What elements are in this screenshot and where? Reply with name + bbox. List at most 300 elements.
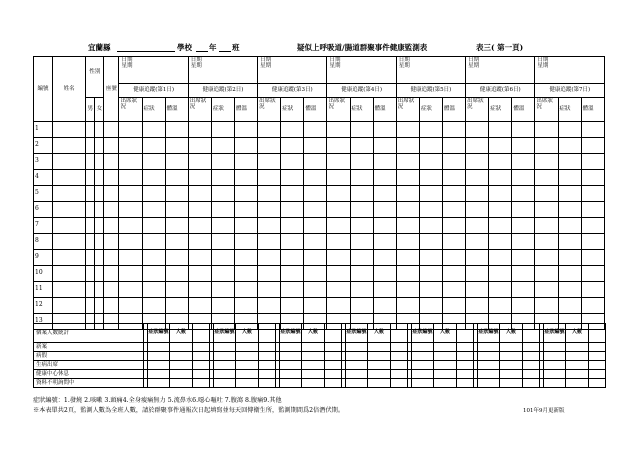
entry-cell[interactable] xyxy=(489,298,512,314)
entry-cell[interactable] xyxy=(442,282,465,298)
summary-entry-cell[interactable] xyxy=(544,343,566,352)
summary-entry-cell[interactable] xyxy=(325,343,342,352)
entry-cell[interactable] xyxy=(304,122,327,138)
entry-cell[interactable] xyxy=(188,154,211,170)
entry-cell[interactable] xyxy=(281,218,304,234)
summary-entry-cell[interactable] xyxy=(523,370,540,379)
summary-entry-cell[interactable] xyxy=(589,370,606,379)
day-2-date-cell[interactable] xyxy=(188,57,257,84)
entry-cell[interactable] xyxy=(142,202,165,218)
entry-cell[interactable] xyxy=(512,170,535,186)
entry-cell[interactable] xyxy=(442,202,465,218)
entry-cell[interactable] xyxy=(373,154,396,170)
entry-cell[interactable] xyxy=(211,298,234,314)
entry-cell[interactable] xyxy=(235,218,258,234)
entry-cell[interactable] xyxy=(512,234,535,250)
entry-cell[interactable] xyxy=(304,218,327,234)
summary-entry-cell[interactable] xyxy=(236,370,259,379)
summary-entry-cell[interactable] xyxy=(346,361,368,370)
entry-cell[interactable] xyxy=(142,154,165,170)
entry-cell[interactable] xyxy=(281,154,304,170)
entry-cell[interactable] xyxy=(442,250,465,266)
entry-cell[interactable] xyxy=(396,122,419,138)
summary-entry-cell[interactable] xyxy=(391,370,408,379)
summary-entry-cell[interactable] xyxy=(170,370,193,379)
entry-cell[interactable] xyxy=(350,266,373,282)
summary-entry-cell[interactable] xyxy=(280,379,302,388)
entry-cell[interactable] xyxy=(95,234,104,250)
entry-cell[interactable] xyxy=(104,170,119,186)
entry-cell[interactable] xyxy=(581,298,604,314)
summary-entry-cell[interactable] xyxy=(589,352,606,361)
summary-entry-cell[interactable] xyxy=(523,352,540,361)
entry-cell[interactable] xyxy=(258,186,281,202)
entry-cell[interactable] xyxy=(86,266,95,282)
entry-cell[interactable] xyxy=(489,170,512,186)
entry-cell[interactable] xyxy=(304,202,327,218)
entry-cell[interactable] xyxy=(86,170,95,186)
entry-cell[interactable] xyxy=(535,298,558,314)
summary-entry-cell[interactable] xyxy=(457,370,474,379)
entry-cell[interactable] xyxy=(558,282,581,298)
entry-cell[interactable] xyxy=(235,170,258,186)
entry-cell[interactable] xyxy=(466,170,489,186)
entry-cell[interactable] xyxy=(142,298,165,314)
entry-cell[interactable] xyxy=(165,266,188,282)
entry-cell[interactable] xyxy=(119,282,142,298)
entry-cell[interactable] xyxy=(188,234,211,250)
entry-cell[interactable] xyxy=(53,138,86,154)
entry-cell[interactable] xyxy=(396,250,419,266)
entry-cell[interactable] xyxy=(373,266,396,282)
entry-cell[interactable] xyxy=(104,266,119,282)
entry-cell[interactable] xyxy=(512,202,535,218)
entry-cell[interactable] xyxy=(442,138,465,154)
entry-cell[interactable] xyxy=(581,170,604,186)
entry-cell[interactable] xyxy=(489,282,512,298)
summary-entry-cell[interactable] xyxy=(391,324,408,343)
summary-entry-cell[interactable] xyxy=(193,370,210,379)
summary-entry-cell[interactable] xyxy=(457,361,474,370)
summary-entry-cell[interactable] xyxy=(302,370,325,379)
summary-entry-cell[interactable] xyxy=(478,379,500,388)
entry-cell[interactable] xyxy=(53,122,86,138)
summary-entry-cell[interactable] xyxy=(214,343,236,352)
entry-cell[interactable] xyxy=(188,122,211,138)
entry-cell[interactable] xyxy=(235,202,258,218)
entry-cell[interactable] xyxy=(327,202,350,218)
entry-cell[interactable] xyxy=(304,170,327,186)
summary-entry-cell[interactable] xyxy=(412,370,434,379)
entry-cell[interactable] xyxy=(535,250,558,266)
summary-entry-cell[interactable] xyxy=(280,352,302,361)
entry-cell[interactable] xyxy=(535,170,558,186)
entry-cell[interactable] xyxy=(86,234,95,250)
summary-entry-cell[interactable] xyxy=(478,352,500,361)
entry-cell[interactable] xyxy=(396,202,419,218)
entry-cell[interactable] xyxy=(235,234,258,250)
entry-cell[interactable] xyxy=(535,186,558,202)
entry-cell[interactable] xyxy=(258,298,281,314)
entry-cell[interactable] xyxy=(188,202,211,218)
entry-cell[interactable] xyxy=(258,202,281,218)
entry-cell[interactable] xyxy=(119,234,142,250)
entry-cell[interactable] xyxy=(396,138,419,154)
summary-entry-cell[interactable] xyxy=(589,361,606,370)
entry-cell[interactable] xyxy=(327,122,350,138)
summary-entry-cell[interactable] xyxy=(346,352,368,361)
entry-cell[interactable] xyxy=(119,298,142,314)
entry-cell[interactable] xyxy=(489,202,512,218)
summary-entry-cell[interactable] xyxy=(566,379,589,388)
entry-cell[interactable] xyxy=(419,282,442,298)
entry-cell[interactable] xyxy=(258,234,281,250)
entry-cell[interactable] xyxy=(142,250,165,266)
entry-cell[interactable] xyxy=(396,298,419,314)
summary-entry-cell[interactable] xyxy=(236,379,259,388)
entry-cell[interactable] xyxy=(581,282,604,298)
entry-cell[interactable] xyxy=(86,138,95,154)
summary-entry-cell[interactable] xyxy=(170,352,193,361)
entry-cell[interactable] xyxy=(165,282,188,298)
entry-cell[interactable] xyxy=(53,266,86,282)
summary-entry-cell[interactable] xyxy=(193,343,210,352)
summary-entry-cell[interactable] xyxy=(478,343,500,352)
entry-cell[interactable] xyxy=(281,266,304,282)
entry-cell[interactable] xyxy=(281,138,304,154)
entry-cell[interactable] xyxy=(558,218,581,234)
entry-cell[interactable] xyxy=(327,234,350,250)
entry-cell[interactable] xyxy=(512,154,535,170)
entry-cell[interactable] xyxy=(581,266,604,282)
entry-cell[interactable] xyxy=(466,266,489,282)
entry-cell[interactable] xyxy=(235,186,258,202)
entry-cell[interactable] xyxy=(396,170,419,186)
entry-cell[interactable] xyxy=(165,186,188,202)
summary-entry-cell[interactable] xyxy=(523,379,540,388)
entry-cell[interactable] xyxy=(86,122,95,138)
entry-cell[interactable] xyxy=(165,234,188,250)
entry-cell[interactable] xyxy=(373,122,396,138)
entry-cell[interactable] xyxy=(211,282,234,298)
entry-cell[interactable] xyxy=(188,298,211,314)
entry-cell[interactable] xyxy=(373,250,396,266)
summary-entry-cell[interactable] xyxy=(478,361,500,370)
entry-cell[interactable] xyxy=(581,186,604,202)
entry-cell[interactable] xyxy=(442,186,465,202)
entry-cell[interactable] xyxy=(188,282,211,298)
entry-cell[interactable] xyxy=(258,282,281,298)
entry-cell[interactable] xyxy=(188,266,211,282)
summary-entry-cell[interactable] xyxy=(523,324,540,343)
entry-cell[interactable] xyxy=(119,154,142,170)
entry-cell[interactable] xyxy=(304,186,327,202)
summary-entry-cell[interactable] xyxy=(523,361,540,370)
entry-cell[interactable] xyxy=(350,298,373,314)
entry-cell[interactable] xyxy=(188,138,211,154)
entry-cell[interactable] xyxy=(396,282,419,298)
summary-entry-cell[interactable] xyxy=(434,379,457,388)
entry-cell[interactable] xyxy=(211,218,234,234)
summary-entry-cell[interactable] xyxy=(566,361,589,370)
entry-cell[interactable] xyxy=(489,234,512,250)
summary-entry-cell[interactable] xyxy=(544,379,566,388)
summary-entry-cell[interactable] xyxy=(412,343,434,352)
entry-cell[interactable] xyxy=(86,250,95,266)
entry-cell[interactable] xyxy=(327,266,350,282)
summary-entry-cell[interactable] xyxy=(170,361,193,370)
summary-entry-cell[interactable] xyxy=(391,361,408,370)
summary-entry-cell[interactable] xyxy=(325,324,342,343)
entry-cell[interactable] xyxy=(373,298,396,314)
entry-cell[interactable] xyxy=(281,122,304,138)
entry-cell[interactable] xyxy=(350,218,373,234)
entry-cell[interactable] xyxy=(142,170,165,186)
entry-cell[interactable] xyxy=(419,186,442,202)
entry-cell[interactable] xyxy=(558,186,581,202)
entry-cell[interactable] xyxy=(304,250,327,266)
entry-cell[interactable] xyxy=(95,202,104,218)
entry-cell[interactable] xyxy=(104,202,119,218)
entry-cell[interactable] xyxy=(373,282,396,298)
entry-cell[interactable] xyxy=(373,186,396,202)
grade-blank[interactable] xyxy=(196,42,208,52)
entry-cell[interactable] xyxy=(142,218,165,234)
entry-cell[interactable] xyxy=(396,266,419,282)
entry-cell[interactable] xyxy=(512,250,535,266)
entry-cell[interactable] xyxy=(165,122,188,138)
entry-cell[interactable] xyxy=(258,266,281,282)
entry-cell[interactable] xyxy=(165,202,188,218)
entry-cell[interactable] xyxy=(235,122,258,138)
entry-cell[interactable] xyxy=(142,266,165,282)
summary-entry-cell[interactable] xyxy=(368,343,391,352)
entry-cell[interactable] xyxy=(558,154,581,170)
summary-entry-cell[interactable] xyxy=(259,361,276,370)
entry-cell[interactable] xyxy=(258,122,281,138)
entry-cell[interactable] xyxy=(304,154,327,170)
entry-cell[interactable] xyxy=(512,218,535,234)
summary-entry-cell[interactable] xyxy=(457,343,474,352)
summary-entry-cell[interactable] xyxy=(214,379,236,388)
entry-cell[interactable] xyxy=(489,138,512,154)
entry-cell[interactable] xyxy=(165,170,188,186)
entry-cell[interactable] xyxy=(489,154,512,170)
entry-cell[interactable] xyxy=(165,138,188,154)
entry-cell[interactable] xyxy=(119,202,142,218)
entry-cell[interactable] xyxy=(86,298,95,314)
entry-cell[interactable] xyxy=(104,234,119,250)
entry-cell[interactable] xyxy=(53,218,86,234)
entry-cell[interactable] xyxy=(258,218,281,234)
entry-cell[interactable] xyxy=(211,266,234,282)
county-blank[interactable] xyxy=(117,42,175,52)
summary-entry-cell[interactable] xyxy=(236,343,259,352)
entry-cell[interactable] xyxy=(419,298,442,314)
summary-entry-cell[interactable] xyxy=(368,370,391,379)
entry-cell[interactable] xyxy=(373,170,396,186)
entry-cell[interactable] xyxy=(466,282,489,298)
summary-entry-cell[interactable] xyxy=(544,370,566,379)
entry-cell[interactable] xyxy=(119,266,142,282)
entry-cell[interactable] xyxy=(535,218,558,234)
entry-cell[interactable] xyxy=(104,154,119,170)
entry-cell[interactable] xyxy=(165,298,188,314)
entry-cell[interactable] xyxy=(327,154,350,170)
entry-cell[interactable] xyxy=(95,170,104,186)
entry-cell[interactable] xyxy=(142,234,165,250)
entry-cell[interactable] xyxy=(86,218,95,234)
entry-cell[interactable] xyxy=(95,282,104,298)
entry-cell[interactable] xyxy=(350,170,373,186)
summary-entry-cell[interactable] xyxy=(457,352,474,361)
entry-cell[interactable] xyxy=(281,250,304,266)
summary-entry-cell[interactable] xyxy=(434,370,457,379)
summary-entry-cell[interactable] xyxy=(148,379,170,388)
entry-cell[interactable] xyxy=(258,170,281,186)
entry-cell[interactable] xyxy=(512,122,535,138)
entry-cell[interactable] xyxy=(466,154,489,170)
entry-cell[interactable] xyxy=(489,266,512,282)
summary-entry-cell[interactable] xyxy=(589,343,606,352)
summary-entry-cell[interactable] xyxy=(566,352,589,361)
entry-cell[interactable] xyxy=(512,298,535,314)
summary-entry-cell[interactable] xyxy=(236,361,259,370)
summary-entry-cell[interactable] xyxy=(325,379,342,388)
entry-cell[interactable] xyxy=(396,154,419,170)
entry-cell[interactable] xyxy=(142,138,165,154)
entry-cell[interactable] xyxy=(211,234,234,250)
summary-entry-cell[interactable] xyxy=(589,324,606,343)
entry-cell[interactable] xyxy=(489,122,512,138)
entry-cell[interactable] xyxy=(466,298,489,314)
summary-entry-cell[interactable] xyxy=(391,379,408,388)
summary-entry-cell[interactable] xyxy=(457,379,474,388)
day-4-date-cell[interactable] xyxy=(327,57,396,84)
entry-cell[interactable] xyxy=(512,266,535,282)
summary-entry-cell[interactable] xyxy=(346,343,368,352)
entry-cell[interactable] xyxy=(419,266,442,282)
entry-cell[interactable] xyxy=(581,154,604,170)
entry-cell[interactable] xyxy=(466,186,489,202)
entry-cell[interactable] xyxy=(95,186,104,202)
entry-cell[interactable] xyxy=(535,266,558,282)
entry-cell[interactable] xyxy=(396,186,419,202)
entry-cell[interactable] xyxy=(466,250,489,266)
summary-entry-cell[interactable] xyxy=(302,352,325,361)
entry-cell[interactable] xyxy=(119,138,142,154)
entry-cell[interactable] xyxy=(581,250,604,266)
entry-cell[interactable] xyxy=(188,186,211,202)
entry-cell[interactable] xyxy=(327,170,350,186)
summary-entry-cell[interactable] xyxy=(214,370,236,379)
entry-cell[interactable] xyxy=(86,282,95,298)
summary-entry-cell[interactable] xyxy=(193,379,210,388)
entry-cell[interactable] xyxy=(558,138,581,154)
entry-cell[interactable] xyxy=(95,122,104,138)
entry-cell[interactable] xyxy=(304,234,327,250)
summary-entry-cell[interactable] xyxy=(170,343,193,352)
entry-cell[interactable] xyxy=(419,250,442,266)
entry-cell[interactable] xyxy=(535,154,558,170)
entry-cell[interactable] xyxy=(95,250,104,266)
entry-cell[interactable] xyxy=(466,202,489,218)
entry-cell[interactable] xyxy=(95,266,104,282)
entry-cell[interactable] xyxy=(258,138,281,154)
entry-cell[interactable] xyxy=(86,154,95,170)
entry-cell[interactable] xyxy=(350,234,373,250)
summary-entry-cell[interactable] xyxy=(412,352,434,361)
summary-entry-cell[interactable] xyxy=(412,361,434,370)
entry-cell[interactable] xyxy=(235,250,258,266)
entry-cell[interactable] xyxy=(281,202,304,218)
summary-entry-cell[interactable] xyxy=(500,361,523,370)
summary-entry-cell[interactable] xyxy=(566,343,589,352)
entry-cell[interactable] xyxy=(104,298,119,314)
summary-entry-cell[interactable] xyxy=(214,361,236,370)
entry-cell[interactable] xyxy=(581,138,604,154)
day-7-date-cell[interactable] xyxy=(535,57,605,84)
summary-entry-cell[interactable] xyxy=(589,379,606,388)
entry-cell[interactable] xyxy=(442,234,465,250)
entry-cell[interactable] xyxy=(53,154,86,170)
summary-entry-cell[interactable] xyxy=(193,352,210,361)
summary-entry-cell[interactable] xyxy=(478,370,500,379)
summary-entry-cell[interactable] xyxy=(523,343,540,352)
entry-cell[interactable] xyxy=(104,186,119,202)
entry-cell[interactable] xyxy=(558,298,581,314)
summary-entry-cell[interactable] xyxy=(346,370,368,379)
entry-cell[interactable] xyxy=(512,282,535,298)
entry-cell[interactable] xyxy=(512,186,535,202)
summary-entry-cell[interactable] xyxy=(434,343,457,352)
entry-cell[interactable] xyxy=(211,138,234,154)
entry-cell[interactable] xyxy=(165,154,188,170)
entry-cell[interactable] xyxy=(327,186,350,202)
entry-cell[interactable] xyxy=(119,170,142,186)
summary-entry-cell[interactable] xyxy=(280,370,302,379)
entry-cell[interactable] xyxy=(95,154,104,170)
entry-cell[interactable] xyxy=(258,154,281,170)
entry-cell[interactable] xyxy=(535,202,558,218)
entry-cell[interactable] xyxy=(86,202,95,218)
entry-cell[interactable] xyxy=(419,122,442,138)
entry-cell[interactable] xyxy=(188,218,211,234)
summary-entry-cell[interactable] xyxy=(193,361,210,370)
entry-cell[interactable] xyxy=(396,218,419,234)
entry-cell[interactable] xyxy=(119,186,142,202)
entry-cell[interactable] xyxy=(442,154,465,170)
summary-entry-cell[interactable] xyxy=(325,370,342,379)
entry-cell[interactable] xyxy=(142,282,165,298)
entry-cell[interactable] xyxy=(53,234,86,250)
summary-entry-cell[interactable] xyxy=(457,324,474,343)
summary-entry-cell[interactable] xyxy=(346,379,368,388)
entry-cell[interactable] xyxy=(53,298,86,314)
entry-cell[interactable] xyxy=(581,122,604,138)
summary-entry-cell[interactable] xyxy=(368,352,391,361)
entry-cell[interactable] xyxy=(53,282,86,298)
entry-cell[interactable] xyxy=(581,234,604,250)
entry-cell[interactable] xyxy=(373,218,396,234)
day-5-date-cell[interactable] xyxy=(396,57,465,84)
day-1-date-cell[interactable] xyxy=(119,57,188,84)
entry-cell[interactable] xyxy=(466,234,489,250)
summary-entry-cell[interactable] xyxy=(500,370,523,379)
entry-cell[interactable] xyxy=(535,122,558,138)
entry-cell[interactable] xyxy=(558,202,581,218)
summary-entry-cell[interactable] xyxy=(148,370,170,379)
